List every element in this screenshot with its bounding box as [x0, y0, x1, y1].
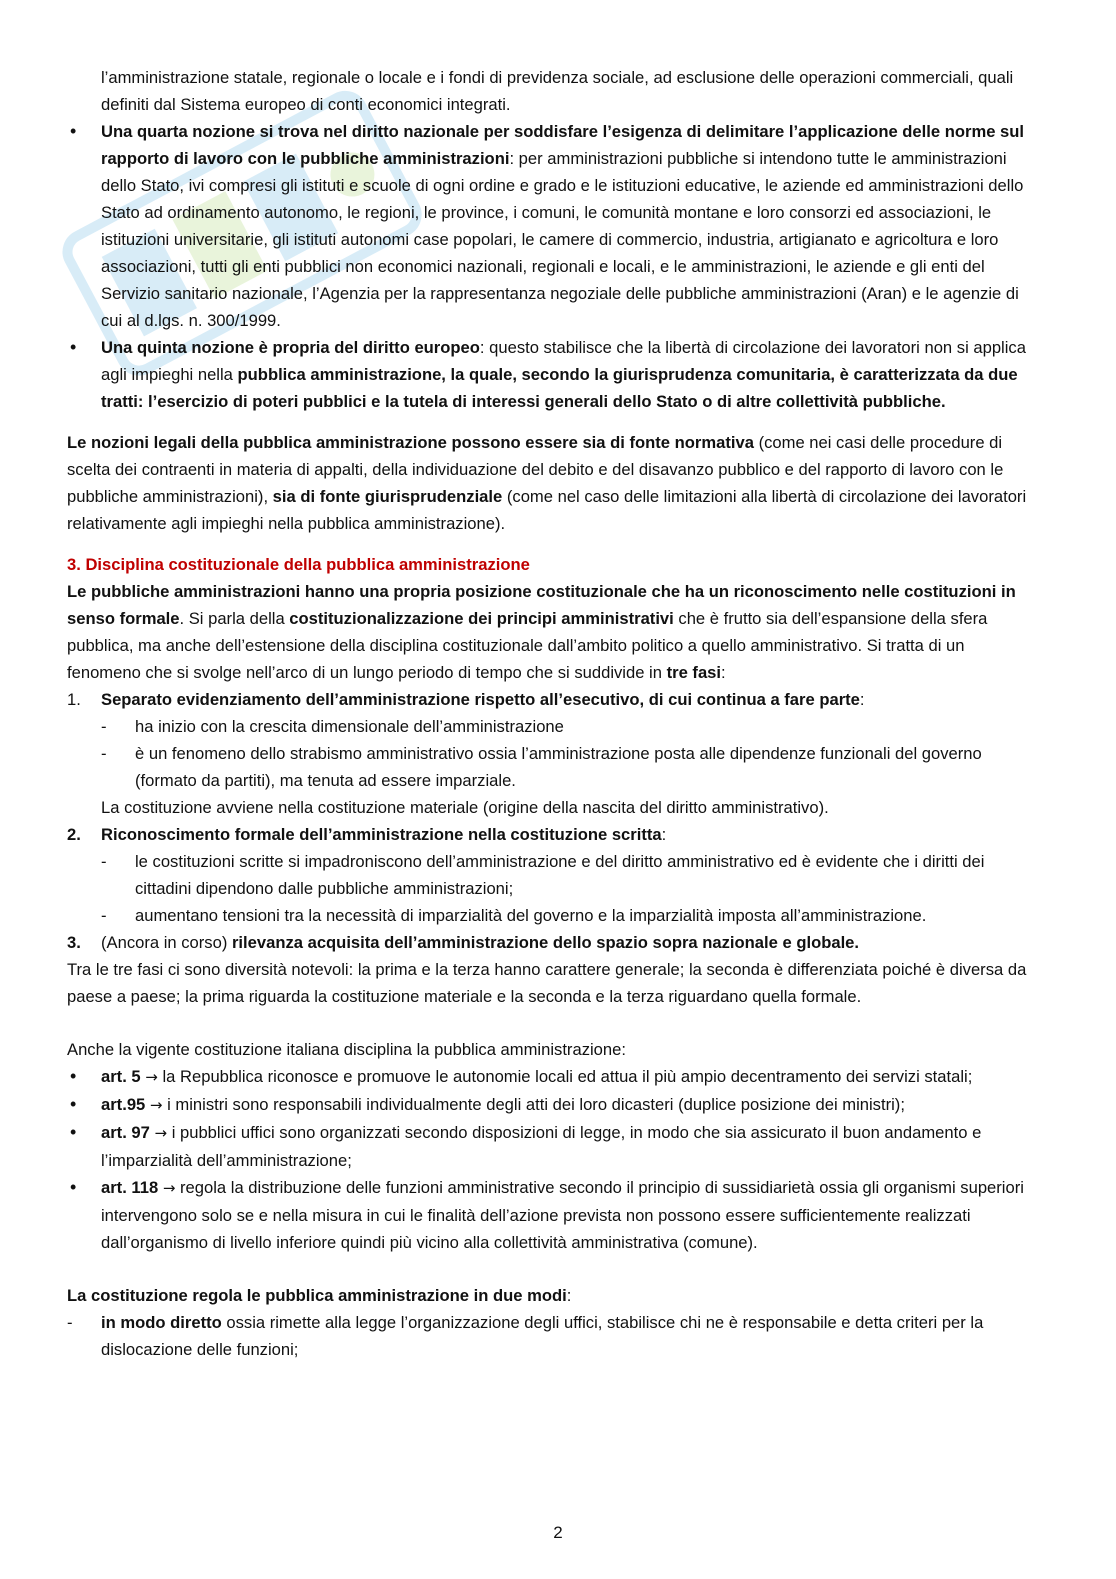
fase-subitem: - aumentano tensioni tra la necessità di imparzialità del governo e la imparzialità imposta all’amministrazione.: [101, 906, 927, 925]
list-item: • art.95 → i ministri sono responsabili individualmente degli atti dei loro dicasteri (duplice posizione dei ministri);: [67, 1091, 1042, 1119]
list-item: • Una quarta nozione si trova nel diritto nazionale per soddisfare l’esigenza di delimitare l’applicazione delle norme sul rapporto di lavoro con le pubbliche amministrazioni: per amministrazioni pubbliche si intendono tutte le amministrazioni dello Stato, ivi compresi gli istituti e scuole di ogni ordine e grado e le istituzioni educative, le aziende ed amministrazioni dello Stato ad ordinamento autonomo, le regioni, le province, i comuni, le comunità montane e loro consorzi ed associazioni, le istituzioni universitarie, gli istituti autonomi case popolari, le camere di commercio, industria, artigianato e agricoltura e loro associazioni, tutti gli enti pubblici non economici nazionali, regionali e locali, e le amministrazioni, le aziende e gli enti del Servizio sanitario nazionale, l’Agenzia per la rappresentanza negoziale delle pubbliche amministrazioni (Aran) e le agenzie di cui al d.lgs. n. 300/1999.: [67, 118, 1042, 334]
fase-item: 2. Riconoscimento formale dell’amministrazione nella costituzione scritta:: [67, 825, 667, 844]
arrow-right-icon: →: [154, 1124, 168, 1142]
modi-item: - in modo diretto ossia rimette alla legge l’organizzazione degli uffici, stabilisce chi ne è responsabile e detta criteri per la dislocazione delle funzioni;: [67, 1313, 984, 1359]
articles-list: [67, 1063, 1042, 1256]
arrow-right-icon: →: [149, 1096, 163, 1114]
list-item: • art. 97 → i pubblici uffici sono organizzati secondo disposizioni di legge, in modo che sia assicurato il buon andamento e l’imparzialità dell’amministrazione;: [67, 1119, 1042, 1174]
section-intro: Le pubbliche amministrazioni hanno una propria posizione costituzionale che ha un riconoscimento nelle costituzioni in senso formale. Si parla della costituzionalizzazione dei principi amministrativi che è frutto sia dell’espansione della sfera pubblica, ma anche dell’estensione della disciplina costituzionale dall’ambito politico a quello amministrativo. Si tratta di un fenomeno che si svolge nell’arco di un lungo periodo di tempo che si suddivide in tre fasi:: [67, 582, 1016, 682]
list-item: • art. 118 → regola la distribuzione delle funzioni amministrative secondo il principio di sussidiarietà ossia gli organismi superiori intervengono solo se e nella misura in cui le finalità dell’azione prevista non possono essere sufficientemente realizzati dall’organismo di livello inferiore quindi più vicino alla collettività amministrativa (comune).: [67, 1174, 1042, 1256]
document-body: [67, 64, 1042, 1363]
list-item: • art. 5 → la Repubblica riconosce e promuove le autonomie locali ed attua il più ampio decentramento dei servizi statali;: [67, 1063, 1042, 1091]
fase-note: La costituzione avviene nella costituzione materiale (origine della nascita del diritto amministrativo).: [101, 798, 829, 817]
fase-item: 1. Separato evidenziamento dell’amministrazione rispetto all’esecutivo, di cui continua a fare parte:: [67, 690, 865, 709]
fase-subitem: - è un fenomeno dello strabismo amministrativo ossia l’amministrazione posta alle dipendenze funzionali del governo (formato da partiti), ma tenuta ad essere imparziale.: [101, 744, 982, 790]
nozioni-list: [67, 118, 1042, 415]
fase-subitem: - ha inizio con la crescita dimensionale dell’amministrazione: [101, 717, 564, 736]
list-item: • Una quinta nozione è propria del diritto europeo: questo stabilisce che la libertà di circolazione dei lavoratori non si applica agli impieghi nella pubblica amministrazione, la quale, secondo la giurisprudenza comunitaria, è caratterizzata da due tratti: l’esercizio di poteri pubblici e la tutela di interessi generali dello Stato o di altre collettività pubbliche.: [67, 334, 1042, 415]
nozioni-legali-paragraph: Le nozioni legali della pubblica amministrazione possono essere sia di fonte normativa (come nei casi delle procedure di scelta dei contraenti in materia di appalti, della individuazione del debito e del disavanzo pubblico e del rapporto di lavoro con le pubbliche amministrazioni), sia di fonte giurisprudenziale (come nel caso delle limitazioni alla libertà di circolazione dei lavoratori relativamente agli impieghi nella pubblica amministrazione).: [67, 433, 1027, 533]
continuation-paragraph: l’amministrazione statale, regionale o locale e i fondi di previdenza sociale, ad esclusione delle operazioni commerciali, quali definiti dal Sistema europeo di conti economici integrati.: [101, 68, 1014, 114]
tra-fasi-paragraph: Tra le tre fasi ci sono diversità notevoli: la prima e la terza hanno carattere generale; la seconda è differenziata poiché è diversa da paese a paese; la prima riguarda la costituzione materiale e la seconda e la terza riguardano quella formale.: [67, 960, 1027, 1006]
arrow-right-icon: →: [145, 1068, 158, 1086]
modi-paragraph: La costituzione regola le pubblica amministrazione in due modi:: [67, 1286, 572, 1305]
fase-subitem: - le costituzioni scritte si impadroniscono dell’amministrazione e del diritto amministrativo ed è evidente che i diritti dei cittadini dipendono dalle pubbliche amministrazioni;: [101, 852, 985, 898]
page-number: 2: [553, 1523, 563, 1542]
costituzione-intro: Anche la vigente costituzione italiana disciplina la pubblica amministrazione:: [67, 1040, 626, 1059]
section-heading: 3. Disciplina costituzionale della pubblica amministrazione: [67, 555, 530, 574]
arrow-right-icon: →: [162, 1179, 176, 1197]
fase-item: 3. (Ancora in corso) rilevanza acquisita dell’amministrazione dello spazio sopra nazionale e globale.: [67, 933, 860, 952]
